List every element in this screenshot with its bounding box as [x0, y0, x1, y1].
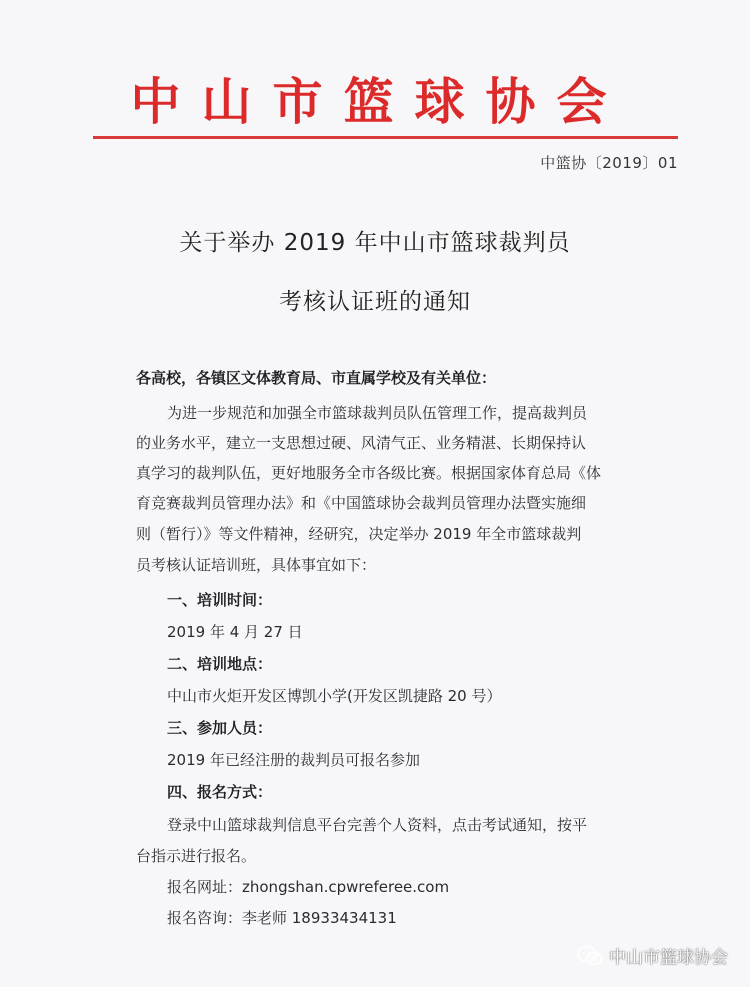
letterhead-divider	[93, 136, 678, 139]
organization-letterhead: 中山市篮球协会	[130, 72, 628, 131]
intro-line: 为进一步规范和加强全市篮球裁判员队伍管理工作，提高裁判员	[167, 404, 588, 422]
section-text-location: 中山市火炬开发区博凯小学(开发区凯捷路 20 号）	[167, 687, 502, 705]
wechat-watermark	[577, 943, 728, 968]
intro-line: 的业务水平，建立一支思想过硬、风清气正、业务精湛、长期保持认	[136, 434, 587, 452]
intro-line: 真学习的裁判队伍，更好地服务全市各级比赛。根据国家体育总局《体	[136, 464, 602, 482]
document-title-line-1: 关于举办 2019 年中山市篮球裁判员	[179, 230, 571, 256]
section-text-registration: 台指示进行报名。	[136, 847, 257, 865]
intro-line: 员考核认证培训班，具体事宜如下：	[136, 556, 377, 574]
intro-line: 育竞赛裁判员管理办法》和《中国篮球协会裁判员管理办法暨实施细	[136, 494, 587, 512]
section-heading-participants: 三、参加人员：	[167, 719, 273, 737]
section-heading-location: 二、培训地点：	[167, 655, 273, 673]
registration-contact: 报名咨询：李老师 18933434131	[167, 909, 397, 927]
document-title-line-2: 考核认证班的通知	[279, 289, 471, 315]
section-heading-registration: 四、报名方式：	[167, 783, 273, 801]
document-number: 中篮协〔2019〕01	[540, 154, 678, 172]
section-text-participants: 2019 年已经注册的裁判员可报名参加	[167, 751, 420, 769]
wechat-icon	[577, 945, 603, 967]
watermark-text: 中山市篮球协会	[609, 948, 728, 968]
section-text-time: 2019 年 4 月 27 日	[167, 623, 303, 641]
section-heading-time: 一、培训时间：	[167, 591, 273, 609]
registration-website: 报名网址：zhongshan.cpwreferee.com	[167, 878, 450, 896]
intro-line: 则（暂行）》等文件精神，经研究，决定举办 2019 年全市篮球裁判	[136, 525, 582, 543]
section-text-registration: 登录中山篮球裁判信息平台完善个人资料，点击考试通知，按平	[167, 816, 588, 834]
salutation: 各高校，各镇区文体教育局、市直属学校及有关单位：	[136, 369, 497, 387]
